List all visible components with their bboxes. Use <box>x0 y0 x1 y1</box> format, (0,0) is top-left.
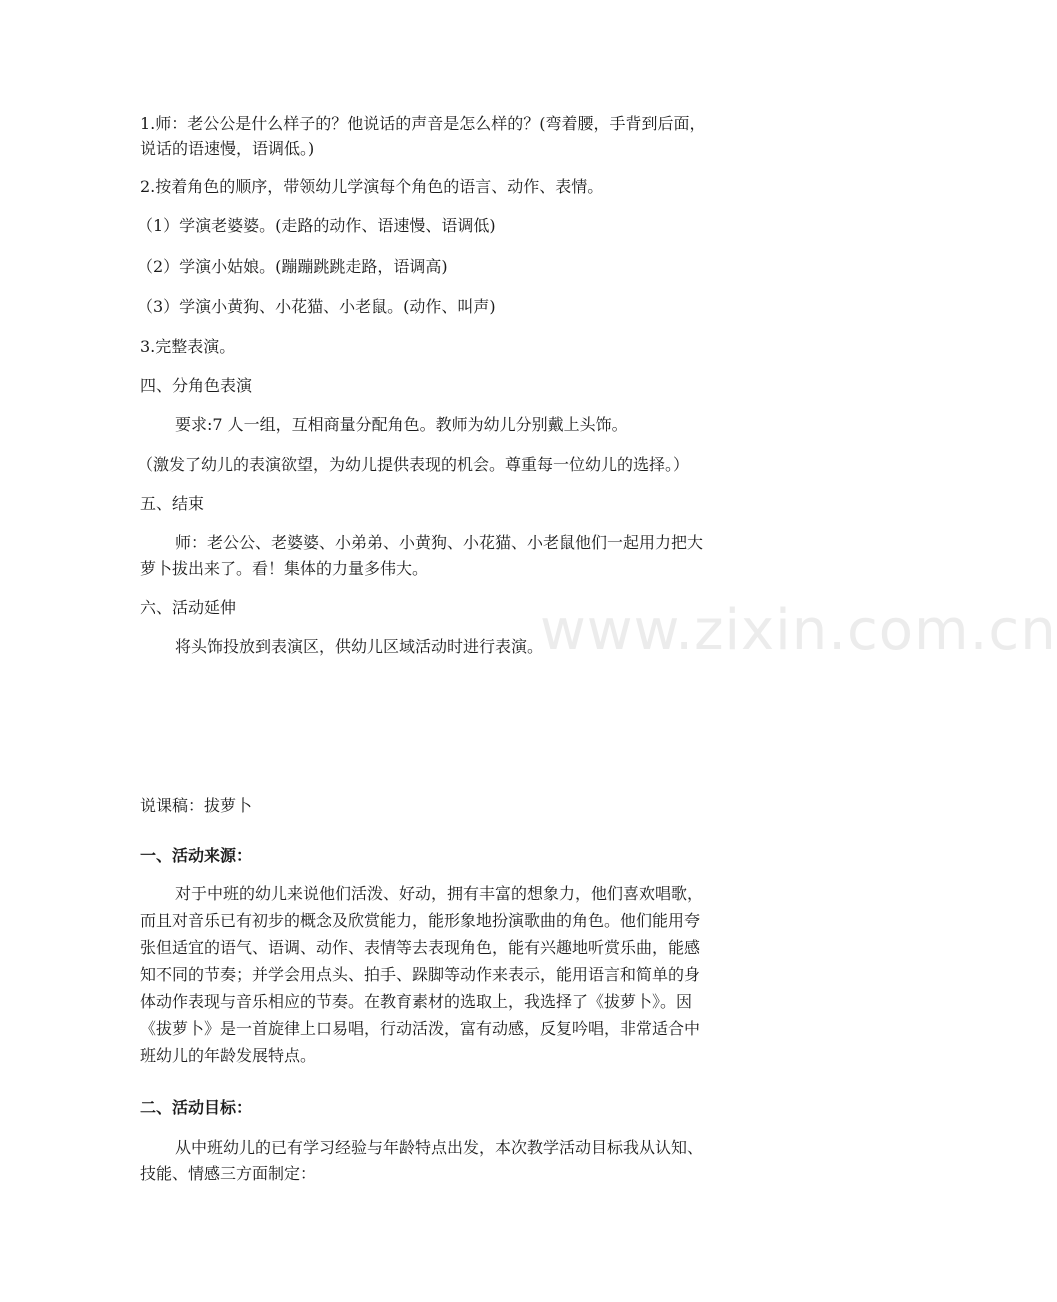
paragraph-1-line: 知不同的节奏；并学会用点头、拍手、跺脚等动作来表示，能用语言和简单的身 <box>140 965 701 984</box>
section-5-line-1: 师：老公公、老婆婆、小弟弟、小黄狗、小花猫、小老鼠他们一起用力把大 <box>175 533 704 552</box>
paragraph-1-line: 而且对音乐已有初步的概念及欣赏能力，能形象地扮演歌曲的角色。他们能用夸 <box>140 911 701 930</box>
paragraph-1-line: 班幼儿的年龄发展特点。 <box>140 1046 317 1065</box>
item-2: 2.按着角色的顺序，带领幼儿学演每个角色的语言、动作、表情。 <box>140 177 604 196</box>
watermark: www.zixin.com.cn <box>540 598 1057 663</box>
item-3: 3.完整表演。 <box>140 337 236 356</box>
section-5-heading: 五、结束 <box>140 494 205 513</box>
section-4-heading: 四、分角色表演 <box>140 376 253 395</box>
question-1-line-1: 1.师：老公公是什么样子的？他说话的声音是怎么样的？(弯着腰，手背到后面， <box>140 114 706 133</box>
section-4-requirement: 要求:7 人一组，互相商量分配角色。教师为幼儿分别戴上头饰。 <box>175 415 628 434</box>
section-4-note: （激发了幼儿的表演欲望，为幼儿提供表现的机会。尊重每一位幼儿的选择。） <box>137 455 690 474</box>
section-5-line-2: 萝卜拔出来了。看！集体的力量多伟大。 <box>140 559 429 578</box>
lecture-title: 说课稿：拔萝卜 <box>140 796 253 815</box>
paragraph-1-line: 体动作表现与音乐相应的节奏。在教育素材的选取上，我选择了《拔萝卜》。因 <box>140 992 693 1011</box>
paragraph-2-line: 技能、情感三方面制定： <box>140 1164 317 1183</box>
question-1-line-2: 说话的语速慢，语调低。) <box>140 139 315 158</box>
paragraph-2-line: 从中班幼儿的已有学习经验与年龄特点出发，本次教学活动目标我从认知、 <box>175 1138 704 1157</box>
sub-item-3: （3）学演小黄狗、小花猫、小老鼠。(动作、叫声) <box>137 297 496 316</box>
lecture-heading-2: 二、活动目标： <box>140 1098 253 1117</box>
lecture-heading-1: 一、活动来源： <box>140 846 253 865</box>
section-6-heading: 六、活动延伸 <box>140 598 237 617</box>
section-6-body: 将头饰投放到表演区，供幼儿区域活动时进行表演。 <box>175 637 544 656</box>
paragraph-1-line: 《拔萝卜》是一首旋律上口易唱，行动活泼，富有动感，反复吟唱，非常适合中 <box>140 1019 701 1038</box>
paragraph-1-line: 对于中班的幼儿来说他们活泼、好动，拥有丰富的想象力，他们喜欢唱歌， <box>175 884 704 903</box>
sub-item-2: （2）学演小姑娘。(蹦蹦跳跳走路，语调高) <box>137 257 448 276</box>
sub-item-1: （1）学演老婆婆。(走路的动作、语速慢、语调低) <box>137 216 496 235</box>
paragraph-1-line: 张但适宜的语气、语调、动作、表情等去表现角色，能有兴趣地听赏乐曲，能感 <box>140 938 701 957</box>
